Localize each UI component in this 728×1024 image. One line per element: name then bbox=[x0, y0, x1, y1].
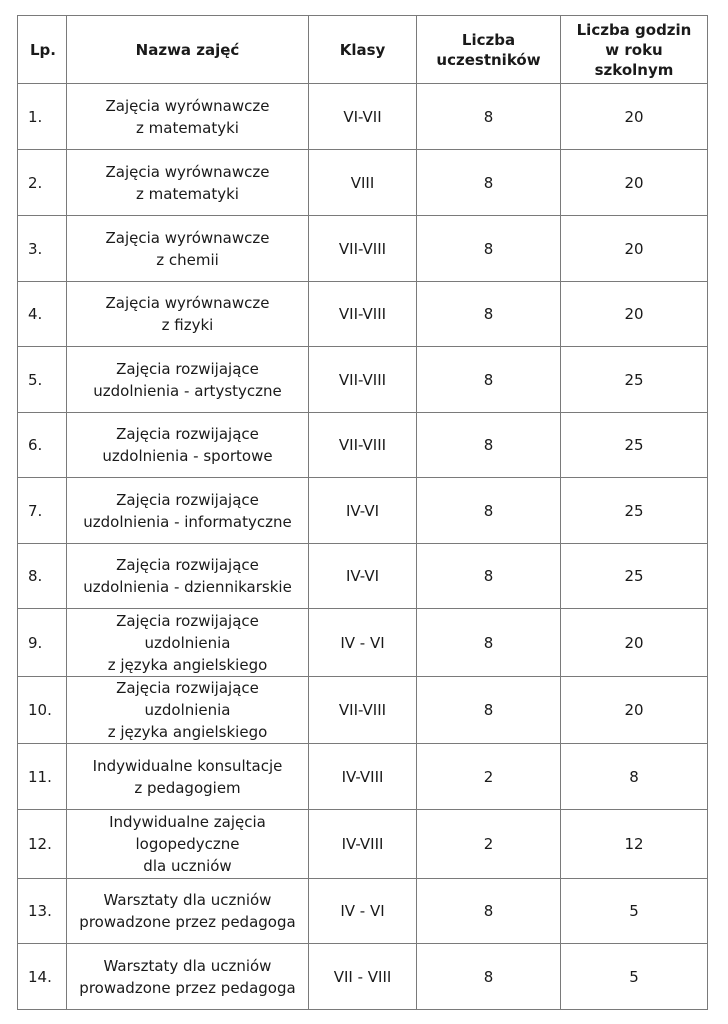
cell-lp: 11. bbox=[18, 744, 67, 810]
cell-name bbox=[67, 744, 309, 810]
table-row bbox=[18, 413, 708, 478]
cell-name-line: z pedagogiem bbox=[134, 778, 241, 797]
cell-lp: 1. bbox=[18, 84, 67, 150]
cell-klasy: IV-VIII bbox=[309, 744, 417, 810]
cell-godziny: 5 bbox=[561, 944, 708, 1010]
cell-name-line: Zajęcia wyrównawcze bbox=[105, 294, 270, 312]
cell-lp: 8. bbox=[18, 544, 67, 609]
cell-lp: 2. bbox=[18, 150, 67, 216]
cell-uczestnicy: 8 bbox=[417, 282, 561, 347]
cell-name-line: Zajęcia rozwijające bbox=[116, 359, 259, 378]
table-row bbox=[18, 347, 708, 413]
table-row bbox=[18, 150, 708, 216]
cell-klasy: VII-VIII bbox=[309, 677, 417, 744]
cell-name-line: Zajęcia wyrównawcze bbox=[105, 228, 270, 247]
cell-name-line: uzdolnienia - artystyczne bbox=[93, 381, 282, 400]
cell-name-line: z matematyki bbox=[136, 184, 239, 203]
cell-godziny: 8 bbox=[561, 744, 708, 810]
cell-name-line: Zajęcia wyrównawcze bbox=[105, 96, 270, 115]
cell-lp: 7. bbox=[18, 478, 67, 544]
cell-name bbox=[67, 944, 309, 1010]
cell-uczestnicy: 8 bbox=[417, 677, 561, 744]
cell-name bbox=[67, 413, 309, 478]
cell-name-line: Zajęcia wyrównawcze bbox=[105, 162, 270, 181]
cell-godziny: 5 bbox=[561, 879, 708, 944]
cell-uczestnicy: 8 bbox=[417, 944, 561, 1010]
cell-uczestnicy: 2 bbox=[417, 810, 561, 879]
cell-klasy: VII-VIII bbox=[309, 413, 417, 478]
cell-lp: 6. bbox=[18, 413, 67, 478]
cell-name bbox=[67, 216, 309, 282]
header-klasy: Klasy bbox=[309, 16, 417, 84]
cell-uczestnicy: 8 bbox=[417, 879, 561, 944]
cell-klasy: IV-VI bbox=[309, 478, 417, 544]
cell-uczestnicy: 8 bbox=[417, 413, 561, 478]
cell-name bbox=[67, 347, 309, 413]
cell-godziny: 25 bbox=[561, 347, 708, 413]
cell-name-line: uzdolnienia - informatyczne bbox=[83, 512, 292, 531]
cell-lp: 10. bbox=[18, 677, 67, 744]
header-godziny-line: szkolnym bbox=[594, 60, 674, 79]
cell-godziny: 20 bbox=[561, 282, 708, 347]
cell-name-line: Indywidualne zajęcia bbox=[109, 813, 266, 831]
cell-godziny: 20 bbox=[561, 150, 708, 216]
table-row bbox=[18, 677, 708, 744]
cell-name bbox=[67, 609, 309, 677]
table-row bbox=[18, 84, 708, 150]
cell-uczestnicy: 8 bbox=[417, 216, 561, 282]
cell-uczestnicy: 8 bbox=[417, 478, 561, 544]
cell-name-line: Zajęcia rozwijające bbox=[116, 425, 259, 443]
cell-klasy: VII-VIII bbox=[309, 216, 417, 282]
cell-name-line: uzdolnienia - sportowe bbox=[102, 447, 273, 465]
cell-name-line: uzdolnienia - dziennikarskie bbox=[83, 578, 292, 596]
cell-godziny: 20 bbox=[561, 677, 708, 744]
cell-uczestnicy: 8 bbox=[417, 84, 561, 150]
table-row bbox=[18, 744, 708, 810]
cell-lp: 14. bbox=[18, 944, 67, 1010]
cell-uczestnicy: 8 bbox=[417, 150, 561, 216]
cell-godziny: 25 bbox=[561, 413, 708, 478]
cell-name-line: Zajęcia rozwijające bbox=[116, 556, 259, 574]
cell-name-line: prowadzone przez pedagoga bbox=[79, 913, 296, 931]
table-row bbox=[18, 810, 708, 879]
cell-godziny: 20 bbox=[561, 216, 708, 282]
cell-name-line: dla uczniów bbox=[143, 857, 232, 875]
cell-uczestnicy: 2 bbox=[417, 744, 561, 810]
header-godziny-line: Liczba godzin bbox=[576, 20, 692, 39]
header-row bbox=[18, 16, 708, 84]
header-name: Nazwa zajęć bbox=[67, 16, 309, 84]
cell-lp: 12. bbox=[18, 810, 67, 879]
table-row bbox=[18, 944, 708, 1010]
cell-lp: 3. bbox=[18, 216, 67, 282]
cell-klasy: IV-VIII bbox=[309, 810, 417, 879]
cell-uczestnicy: 8 bbox=[417, 609, 561, 677]
cell-name-line: Zajęcia rozwijające bbox=[116, 611, 259, 630]
cell-name bbox=[67, 879, 309, 944]
cell-lp: 9. bbox=[18, 609, 67, 677]
cell-klasy: VI-VII bbox=[309, 84, 417, 150]
header-uczestnicy bbox=[417, 16, 561, 84]
cell-name bbox=[67, 478, 309, 544]
cell-lp: 4. bbox=[18, 282, 67, 347]
cell-name-line: z matematyki bbox=[136, 118, 239, 137]
cell-klasy: IV-VI bbox=[309, 544, 417, 609]
cell-uczestnicy: 8 bbox=[417, 544, 561, 609]
cell-name-line: Warsztaty dla uczniów bbox=[103, 891, 272, 909]
cell-klasy: VIII bbox=[309, 150, 417, 216]
cell-name bbox=[67, 677, 309, 744]
cell-name bbox=[67, 544, 309, 609]
cell-klasy: IV - VI bbox=[309, 879, 417, 944]
header-uczestnicy-line: uczestników bbox=[436, 50, 541, 69]
cell-godziny: 25 bbox=[561, 544, 708, 609]
cell-name-line: z języka angielskiego bbox=[107, 723, 268, 741]
cell-name bbox=[67, 810, 309, 879]
table-row bbox=[18, 478, 708, 544]
cell-name-line: z chemii bbox=[156, 250, 219, 269]
cell-name-line: z języka angielskiego bbox=[107, 655, 268, 674]
cell-name bbox=[67, 150, 309, 216]
cell-godziny: 20 bbox=[561, 609, 708, 677]
cell-name-line: Indywidualne konsultacje bbox=[92, 756, 283, 775]
cell-name-line: uzdolnienia bbox=[144, 701, 231, 719]
cell-klasy: IV - VI bbox=[309, 609, 417, 677]
cell-klasy: VII-VIII bbox=[309, 347, 417, 413]
cell-name-line: logopedyczne bbox=[135, 835, 240, 853]
table-row bbox=[18, 544, 708, 609]
table-row bbox=[18, 609, 708, 677]
cell-name bbox=[67, 84, 309, 150]
cell-name bbox=[67, 282, 309, 347]
cell-name-line: z fizyki bbox=[161, 316, 214, 334]
cell-name-line: Zajęcia rozwijające bbox=[116, 679, 259, 697]
table-body bbox=[18, 84, 708, 1010]
cell-name-line: prowadzone przez pedagoga bbox=[79, 978, 296, 997]
activities-table bbox=[17, 15, 708, 1010]
cell-godziny: 25 bbox=[561, 478, 708, 544]
cell-klasy: VII-VIII bbox=[309, 282, 417, 347]
cell-name-line: uzdolnienia bbox=[144, 633, 231, 652]
table-row bbox=[18, 282, 708, 347]
cell-godziny: 12 bbox=[561, 810, 708, 879]
header-lp: Lp. bbox=[18, 16, 67, 84]
cell-name-line: Zajęcia rozwijające bbox=[116, 490, 259, 509]
cell-name-line: Warsztaty dla uczniów bbox=[103, 956, 272, 975]
header-uczestnicy-line: Liczba bbox=[461, 30, 516, 49]
cell-klasy: VII - VIII bbox=[309, 944, 417, 1010]
cell-lp: 5. bbox=[18, 347, 67, 413]
cell-lp: 13. bbox=[18, 879, 67, 944]
table-row bbox=[18, 216, 708, 282]
cell-godziny: 20 bbox=[561, 84, 708, 150]
header-godziny bbox=[561, 16, 708, 84]
cell-uczestnicy: 8 bbox=[417, 347, 561, 413]
table-row bbox=[18, 879, 708, 944]
header-godziny-line: w roku bbox=[605, 40, 663, 59]
